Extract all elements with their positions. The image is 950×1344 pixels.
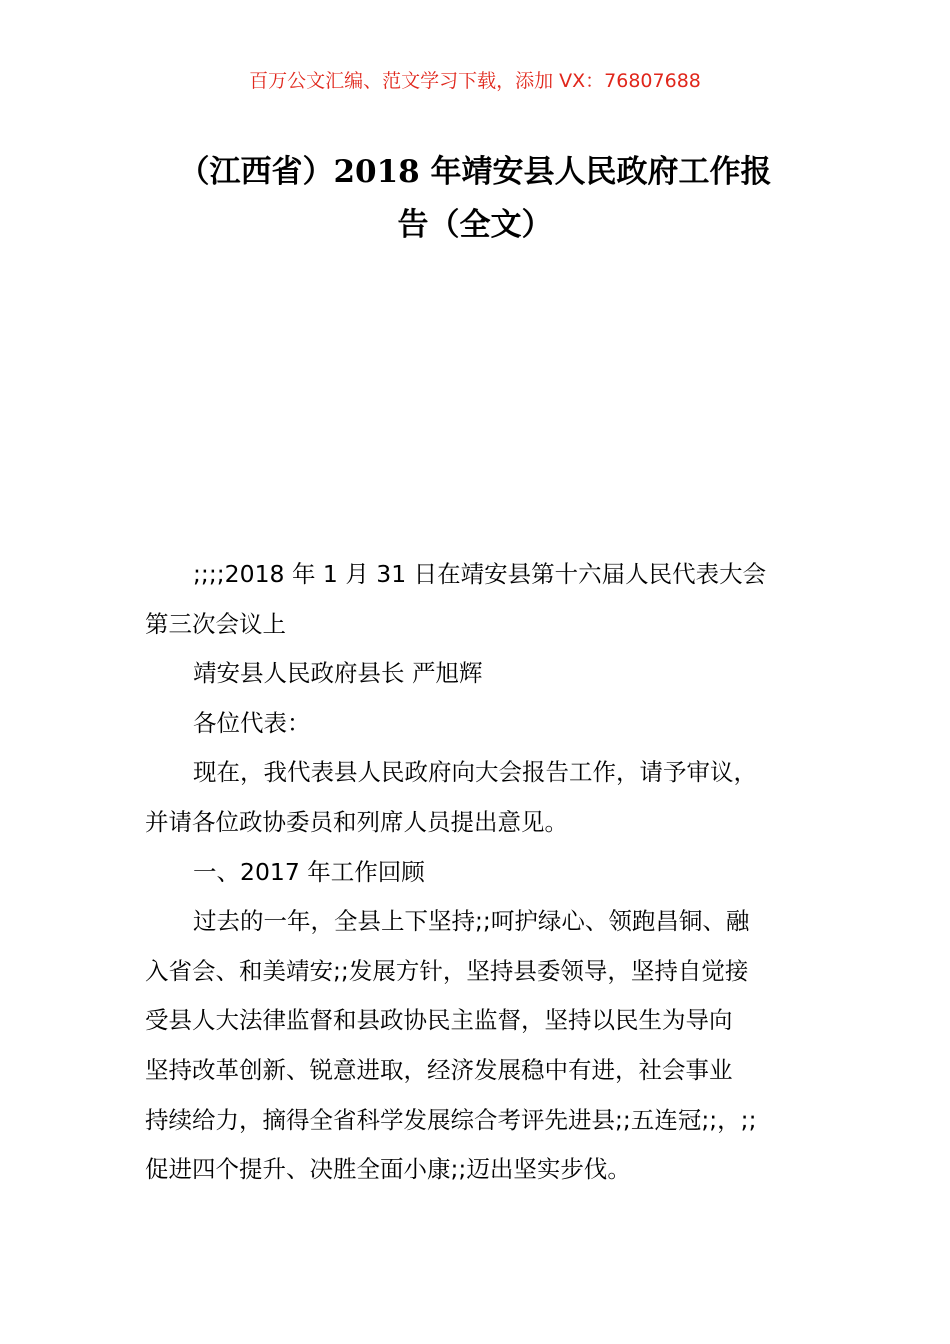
paragraph-line: 入省会、和美靖安;;发展方针，坚持县委领导，坚持自觉接 <box>145 956 749 985</box>
promo-banner: 百万公文汇编、范文学习下载，添加 VX：76807688 <box>249 70 701 92</box>
paragraph-line: 持续给力，摘得全省科学发展综合考评先进县;;五连冠;;，;; <box>145 1105 757 1134</box>
title-line-1: （江西省）2018 年靖安县人民政府工作报 <box>178 154 772 190</box>
document-title <box>100 146 850 252</box>
speaker-line: 靖安县人民政府县长 严旭辉 <box>193 659 483 688</box>
paragraph-line: 现在，我代表县人民政府向大会报告工作，请予审议， <box>193 758 757 787</box>
salutation-line: 各位代表： <box>193 708 311 737</box>
meeting-date-line: ;;;;2018 年 1 月 31 日在靖安县第十六届人民代表大会 <box>193 560 767 588</box>
paragraph-line: 坚持改革创新、锐意进取，经济发展稳中有进，社会事业 <box>145 1055 733 1084</box>
meeting-session-line: 第三次会议上 <box>145 609 286 638</box>
paragraph-line: 过去的一年，全县上下坚持;;呵护绿心、领跑昌铜、融 <box>193 907 750 936</box>
paragraph-line: 并请各位政协委员和列席人员提出意见。 <box>145 807 568 836</box>
section-heading: 一、2017 年工作回顾 <box>193 857 425 886</box>
paragraph-line: 受县人大法律监督和县政协民主监督，坚持以民生为导向 <box>145 1006 733 1035</box>
document-body <box>145 550 825 1195</box>
paragraph-line: 促进四个提升、决胜全面小康;;迈出坚实步伐。 <box>145 1155 631 1184</box>
title-line-2: 告（全文） <box>397 207 553 243</box>
